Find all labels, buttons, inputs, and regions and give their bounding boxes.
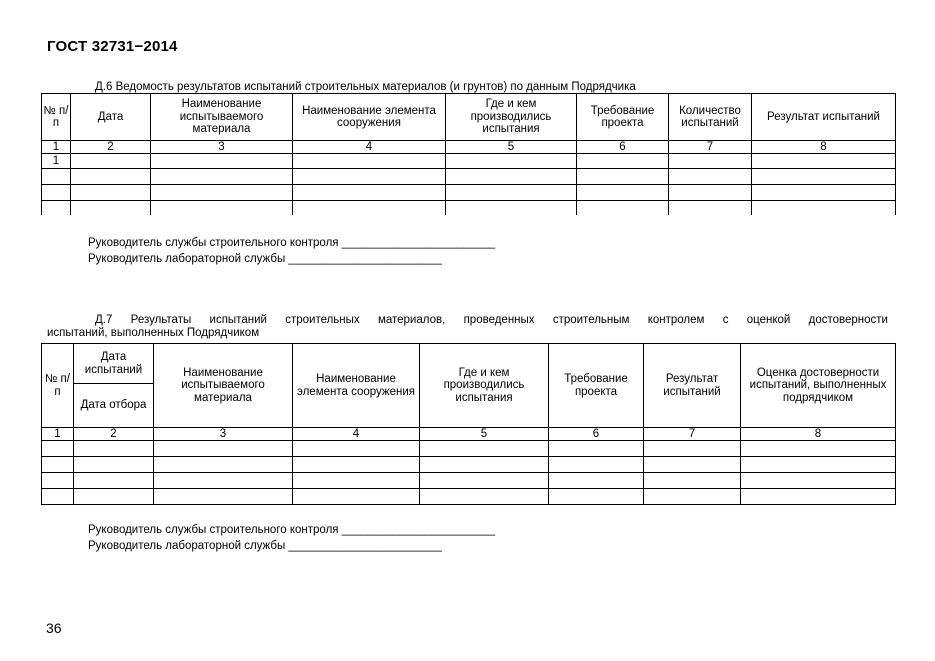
table-cell xyxy=(293,441,420,457)
table-cell xyxy=(42,473,74,489)
table-row xyxy=(42,154,896,169)
table-d7-header-element: Наименование элемента сооружения xyxy=(293,344,420,428)
table-cell xyxy=(669,154,752,169)
table-d6-header-date: Дата xyxy=(71,94,151,141)
table-d7-col-number: 6 xyxy=(549,428,644,441)
table-d7-header-assessment: Оценка достоверности испытаний, выполненных подрядчиком xyxy=(741,344,896,428)
table-cell xyxy=(577,154,669,169)
table-d6-col-number: 4 xyxy=(293,141,446,154)
table-d6-col-number: 1 xyxy=(42,141,71,154)
table-d6-header-requirement: Требование проекта xyxy=(577,94,669,141)
table-cell xyxy=(42,457,74,473)
table-cell xyxy=(71,185,151,201)
table-row xyxy=(42,185,896,201)
table-cell xyxy=(549,457,644,473)
table-cell xyxy=(293,201,446,216)
table-d7-col-number: 5 xyxy=(420,428,549,441)
table-cell xyxy=(42,185,71,201)
table-cell xyxy=(446,169,577,185)
table-cell xyxy=(644,473,741,489)
table-d7-header-where-who: Где и кем производились испытания xyxy=(420,344,549,428)
table-d7-col-number: 2 xyxy=(74,428,154,441)
table-cell xyxy=(154,473,293,489)
table-d7-caption-line-2: испытаний, выполненных Подрядчиком xyxy=(47,327,260,339)
table-d6-header-num: № п/п xyxy=(42,94,71,141)
table-d6-header-element: Наименование элемента сооружения xyxy=(293,94,446,141)
table-cell xyxy=(741,457,896,473)
table-cell xyxy=(752,201,896,216)
table-cell xyxy=(151,201,293,216)
table-d6-col-number: 6 xyxy=(577,141,669,154)
table-cell xyxy=(151,185,293,201)
table-cell xyxy=(74,473,154,489)
table-d7-col-number: 8 xyxy=(741,428,896,441)
table-d7-header-num: № п/п xyxy=(42,344,74,428)
table-row xyxy=(42,489,896,505)
table-d7-col-number: 7 xyxy=(644,428,741,441)
table-cell xyxy=(752,169,896,185)
table-cell xyxy=(741,473,896,489)
table-cell xyxy=(420,489,549,505)
table-row xyxy=(42,169,896,185)
table-cell xyxy=(42,441,74,457)
page-number: 36 xyxy=(46,620,62,636)
table-cell xyxy=(577,201,669,216)
table-cell xyxy=(420,457,549,473)
table-cell xyxy=(741,441,896,457)
table-cell xyxy=(74,489,154,505)
table-d7 xyxy=(41,343,896,505)
table-cell xyxy=(71,201,151,216)
table-cell xyxy=(293,185,446,201)
table-d6-header-material: Наименование испытываемого материала xyxy=(151,94,293,141)
table-d6-header-row xyxy=(42,94,896,141)
table-cell xyxy=(42,201,71,216)
table-d6 xyxy=(41,93,896,215)
table-cell xyxy=(293,169,446,185)
table-d7-number-row xyxy=(42,428,896,441)
table-d7-signature-control: Руководитель службы строительного контроля ________________________ xyxy=(88,524,496,536)
table-cell xyxy=(549,473,644,489)
table-cell xyxy=(577,169,669,185)
table-d7-caption xyxy=(47,314,888,340)
table-d7-col-number: 4 xyxy=(293,428,420,441)
table-d7-caption-line-1: Д.7 Результаты испытаний строительных материалов, проведенных строительным контролем с оценкой достоверности xyxy=(95,314,888,326)
table-d6-col-number: 5 xyxy=(446,141,577,154)
table-d7-header-date-sample: Дата отбора xyxy=(74,384,154,428)
document-header: ГОСТ 32731−2014 xyxy=(47,38,178,55)
table-cell xyxy=(644,457,741,473)
table-cell xyxy=(293,457,420,473)
table-cell xyxy=(549,489,644,505)
table-cell xyxy=(74,441,154,457)
table-d6-row-number: 1 xyxy=(42,154,71,169)
table-d6-number-row xyxy=(42,141,896,154)
table-cell xyxy=(42,169,71,185)
table-d6-col-number: 3 xyxy=(151,141,293,154)
table-d6-header-count: Количество испытаний xyxy=(669,94,752,141)
table-cell xyxy=(644,441,741,457)
table-d7-header-date-test: Дата испытаний xyxy=(74,344,154,384)
table-cell xyxy=(154,441,293,457)
table-cell xyxy=(752,185,896,201)
table-d6-col-number: 7 xyxy=(669,141,752,154)
table-cell xyxy=(71,169,151,185)
table-cell xyxy=(71,154,151,169)
table-d6-signature-lab: Руководитель лабораторной службы ________________________ xyxy=(88,253,442,265)
table-row xyxy=(42,473,896,489)
table-row xyxy=(42,441,896,457)
table-cell xyxy=(752,154,896,169)
table-d7-header-material: Наименование испытываемого материала xyxy=(154,344,293,428)
table-cell xyxy=(446,185,577,201)
table-d7-col-number: 1 xyxy=(42,428,74,441)
table-cell xyxy=(741,489,896,505)
table-row xyxy=(42,457,896,473)
table-d6-caption: Д.6 Ведомость результатов испытаний строительных материалов (и грунтов) по данным Подрядчика xyxy=(95,81,636,93)
table-d7-header-requirement: Требование проекта xyxy=(549,344,644,428)
table-d6-signature-control: Руководитель службы строительного контроля ________________________ xyxy=(88,237,496,249)
table-cell xyxy=(446,201,577,216)
table-cell xyxy=(669,169,752,185)
table-cell xyxy=(293,154,446,169)
table-cell xyxy=(669,185,752,201)
table-cell xyxy=(420,473,549,489)
table-cell xyxy=(154,489,293,505)
table-cell xyxy=(644,489,741,505)
table-cell xyxy=(154,457,293,473)
table-cell xyxy=(293,473,420,489)
table-cell xyxy=(669,201,752,216)
table-d6-col-number: 2 xyxy=(71,141,151,154)
table-d7-header-row xyxy=(42,344,896,384)
table-cell xyxy=(151,169,293,185)
table-cell xyxy=(74,457,154,473)
table-cell xyxy=(420,441,549,457)
table-d7-signature-lab: Руководитель лабораторной службы ________________________ xyxy=(88,540,442,552)
table-d6-header-result: Результат испытаний xyxy=(752,94,896,141)
table-d7-header-result: Результат испытаний xyxy=(644,344,741,428)
table-cell xyxy=(549,441,644,457)
table-cell xyxy=(577,185,669,201)
table-d7-col-number: 3 xyxy=(154,428,293,441)
table-cell xyxy=(151,154,293,169)
table-row xyxy=(42,201,896,216)
table-cell xyxy=(446,154,577,169)
table-d6-col-number: 8 xyxy=(752,141,896,154)
table-cell xyxy=(42,489,74,505)
table-d6-header-where-who: Где и кем производились испытания xyxy=(446,94,577,141)
table-cell xyxy=(293,489,420,505)
